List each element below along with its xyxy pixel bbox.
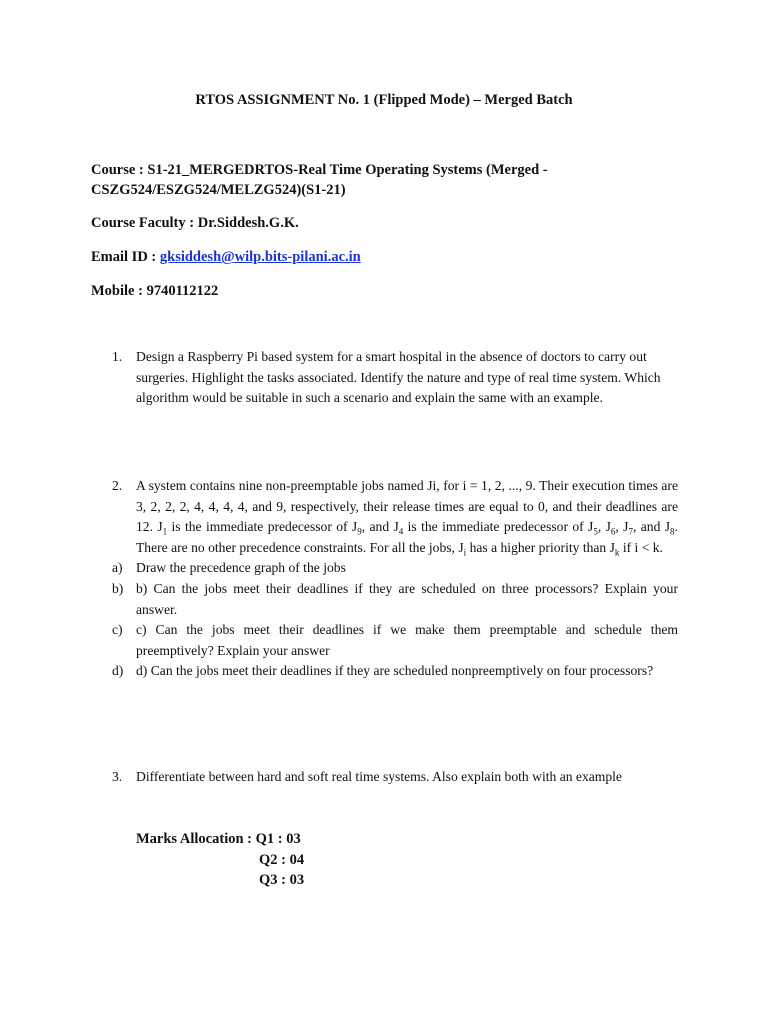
marks-q3: Q3 : 03	[259, 872, 305, 889]
course-label: Course :	[91, 162, 144, 178]
course-info	[91, 160, 548, 200]
question-number: 2.	[112, 478, 123, 493]
question-3	[112, 767, 678, 788]
marks-label: Marks Allocation :	[136, 831, 252, 847]
question-2	[112, 476, 678, 682]
faculty-value: Dr.Siddesh.G.K.	[197, 215, 299, 231]
document-title: RTOS ASSIGNMENT No. 1 (Flipped Mode) – Merged Batch	[195, 92, 573, 108]
marks-q2: Q2 : 04	[259, 851, 305, 868]
mobile-info	[91, 281, 218, 301]
subquestion-d: d) d) Can the jobs meet their deadlines if they are scheduled nonpreemptively on four processors?	[112, 663, 654, 679]
marks-q1: Q1 : 03	[255, 831, 301, 847]
email-info	[91, 247, 361, 267]
question-number: 3.	[112, 769, 123, 784]
question-text: Design a Raspberry Pi based system for a smart hospital in the absence of doctors to carry out surgeries. Highlight the tasks associated. Identify the nature and type of real time system. Which algorithm would be suitable in such a scenario and explain the same with an example.	[136, 349, 661, 406]
question-number: 1.	[112, 349, 123, 364]
marks-allocation	[136, 829, 304, 891]
email-label: Email ID :	[91, 249, 157, 265]
subquestion-b: b) b) Can the jobs meet their deadlines if they are scheduled on three processors? Explain your answer.	[112, 580, 678, 617]
question-text: Differentiate between hard and soft real time systems. Also explain both with an example	[136, 769, 622, 784]
mobile-value: 9740112122	[146, 283, 219, 299]
question-1	[112, 347, 678, 409]
email-link[interactable]: gksiddesh@wilp.bits-pilani.ac.in	[159, 249, 361, 265]
course-value-cont: CSZG524/ESZG524/MELZG524)(S1-21)	[91, 182, 346, 198]
mobile-label: Mobile :	[91, 283, 143, 299]
faculty-label: Course Faculty :	[91, 215, 195, 231]
faculty-info	[91, 213, 299, 233]
subquestion-c: c) c) Can the jobs meet their deadlines if we make them preemptable and schedule them preemptively? Explain your answer	[112, 622, 678, 658]
course-value: S1-21_MERGEDRTOS-Real Time Operating Systems (Merged -	[147, 162, 548, 178]
subquestion-a: a) Draw the precedence graph of the jobs	[112, 560, 346, 576]
question-text: A system contains nine non-preemptable jobs named Ji, for i = 1, 2, ..., 9. Their execution times are 3, 2, 2, 2, 4, 4, 4, 4, and 9, respectively, their release times are equal to 0, and their deadlines are 12. $J_1$ is the immediate predecessor of $J_9$, and $J_4$ is the immediate predecessor of $J_5$, $J_6$, $J_7$, and $J_8$. There are no other precedence constraints. For all the jobs, $J_i$ has a higher priority than $J_k$ if i < k.	[136, 478, 678, 558]
